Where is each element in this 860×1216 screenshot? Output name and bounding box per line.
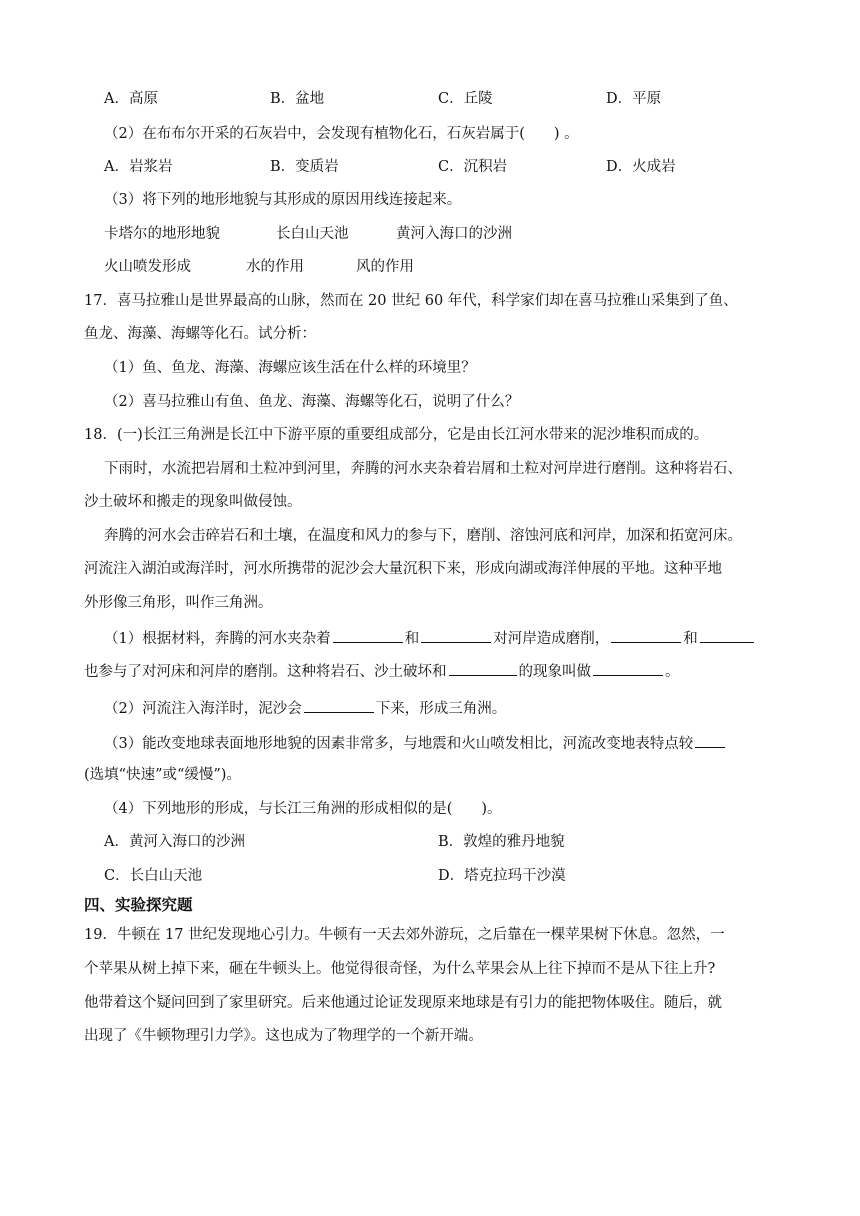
q18-option-a: A．黄河入海口的沙洲 — [104, 834, 245, 850]
answer-blank[interactable] — [421, 627, 491, 643]
answer-blank[interactable] — [593, 660, 663, 676]
q18-sub3-line2: (选填“快速”或“缓慢”)。 — [84, 767, 241, 783]
cause-item: 火山喷发形成 — [104, 259, 191, 275]
answer-blank[interactable] — [611, 627, 681, 643]
q17-sub-question: （1）鱼、鱼龙、海藻、海螺应该生活在什么样的环境里？ — [104, 360, 476, 376]
q18-sub2: （2）河流注入海洋时，泥沙会 下来，形成三角洲。 — [104, 697, 506, 719]
q19-line: 个苹果从树上掉下来，砸在牛顿头上。他觉得很奇怪，为什么苹果会从上往下掉而不是从下往上升? — [84, 961, 716, 977]
q19-line: 19．牛顿在 17 世纪发现地心引力。牛顿有一天去郊外游玩，之后靠在一棵苹果树下休息。忽然，一 — [84, 927, 725, 943]
q18-passage-line: 外形像三角形，叫作三角洲。 — [84, 595, 273, 611]
cause-item: 风的作用 — [356, 259, 414, 275]
q18-option-c: C．长白山天池 — [104, 868, 203, 884]
q18-sub4: （4）下列地形的形成，与长江三角洲的形成相似的是( )。 — [104, 801, 502, 817]
answer-blank[interactable] — [333, 627, 403, 643]
q18-option-b: B．敦煌的雅丹地貌 — [438, 834, 565, 850]
answer-blank[interactable] — [695, 732, 725, 748]
q18-passage-line: 奔腾的河水会击碎岩石和土壤，在温度和风力的参与下，磨削、溶蚀河底和河岸，加深和拓宽河床。 — [104, 528, 742, 544]
answer-blank[interactable] — [449, 660, 517, 676]
q19-line: 出现了《牛顿物理引力学》。这也成为了物理学的一个新开端。 — [84, 1028, 483, 1044]
q18-option-d: D．塔克拉玛干沙漠 — [438, 868, 566, 884]
q17-sub-question: （2）喜马拉雅山有鱼、鱼龙、海藻、海螺等化石，说明了什么？ — [104, 394, 520, 410]
section-heading: 四、实验探究题 — [84, 896, 193, 914]
q18-sub3-line1: （3）能改变地球表面地形地貌的因素非常多，与地震和火山喷发相比，河流改变地表特点较 — [104, 732, 727, 754]
q16-p3-question: （3）将下列的地形地貌与其形成的原因用线连接起来。 — [104, 192, 462, 208]
q16-p1-option-a: A．高原 — [104, 91, 158, 107]
q16-p1-option-d: D．平原 — [606, 91, 662, 107]
q16-p1-option-b: B．盆地 — [270, 91, 325, 107]
q16-p2-option-a: A．岩浆岩 — [104, 159, 173, 175]
q18-sub1-line1: （1）根据材料，奔腾的河水夹杂着 和 对河岸造成磨削， 和 — [104, 627, 756, 649]
q18-intro: 18．(一)长江三角洲是长江中下游平原的重要组成部分，它是由长江河水带来的泥沙堆积而成的。 — [84, 427, 709, 443]
q16-p2-option-b: B．变质岩 — [270, 159, 339, 175]
landform-item: 黄河入海口的沙洲 — [396, 226, 512, 242]
landform-item: 卡塔尔的地形地貌 — [104, 226, 220, 242]
q17-line: 鱼龙、海藻、海螺等化石。试分析： — [84, 326, 316, 342]
landform-item: 长白山天池 — [276, 226, 349, 242]
q18-sub1-line2: 也参与了对河床和河岸的磨削。这种将岩石、沙土破坏和 的现象叫做 。 — [84, 660, 680, 682]
q18-passage-line: 下雨时，水流把岩屑和土粒冲到河里，奔腾的河水夹杂着岩屑和土粒对河岸进行磨削。这种将岩石、 — [104, 461, 742, 477]
q16-p2-option-d: D．火成岩 — [606, 159, 676, 175]
q17-line: 17．喜马拉雅山是世界最高的山脉，然而在 20 世纪 60 年代，科学家们却在喜马拉雅山采集到了鱼、 — [84, 293, 738, 309]
answer-blank[interactable] — [700, 627, 754, 643]
q16-p2-option-c: C．沉积岩 — [438, 159, 508, 175]
answer-blank[interactable] — [304, 697, 374, 713]
q16-p1-option-c: C．丘陵 — [438, 91, 493, 107]
q16-p2-question: （2）在布布尔开采的石灰岩中，会发现有植物化石，石灰岩属于( ) 。 — [104, 126, 579, 142]
cause-item: 水的作用 — [246, 259, 304, 275]
q18-passage-line: 沙土破坏和搬走的现象叫做侵蚀。 — [84, 494, 302, 510]
q19-line: 他带着这个疑问回到了家里研究。后来他通过论证发现原来地球是有引力的能把物体吸住。随后，就 — [84, 995, 722, 1011]
q18-passage-line: 河流注入湖泊或海洋时，河水所携带的泥沙会大量沉积下来，形成向湖或海洋伸展的平地。这种平地 — [84, 561, 722, 577]
